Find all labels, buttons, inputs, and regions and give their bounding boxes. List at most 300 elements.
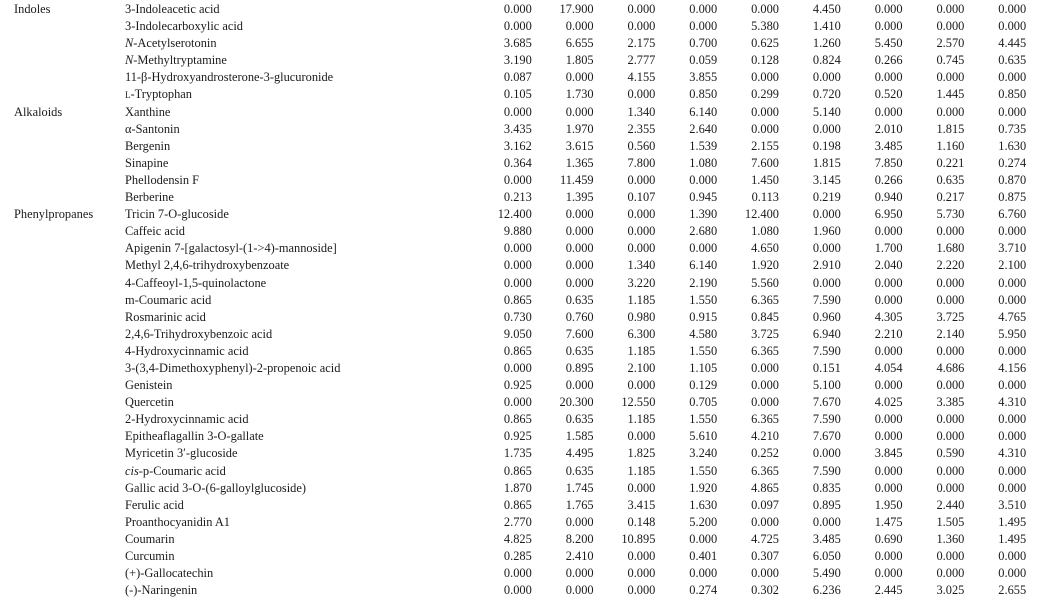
- value-cell: 0.105: [503, 87, 532, 102]
- value-cell: 0.000: [812, 121, 841, 136]
- value-cell: 1.185: [627, 343, 656, 358]
- compound-name: [125, 36, 470, 51]
- value-cell: 0.735: [998, 121, 1027, 136]
- compound-name-segment: 4-Caffeoyl-1,5-quinolactone: [125, 275, 267, 290]
- table-row: [14, 224, 1026, 241]
- value-cell: 4.025: [874, 395, 903, 410]
- value-cell: 4.686: [936, 360, 965, 375]
- value-cell: 2.210: [874, 326, 903, 341]
- value-cell: 0.000: [503, 566, 532, 581]
- compound-name: [125, 310, 470, 325]
- table-row: [14, 105, 1026, 122]
- value-cell: 0.980: [627, 309, 656, 324]
- compound-name-segment: 3-(3,4-Dimethoxyphenyl)-2-propenoic acid: [125, 360, 341, 375]
- compound-name-segment: Epitheaflagallin 3-O-gallate: [125, 429, 264, 444]
- value-cell: 1.185: [627, 412, 656, 427]
- value-cell: 3.162: [503, 138, 532, 153]
- value-cell: 1.680: [936, 241, 965, 256]
- value-cell: 4.650: [751, 241, 779, 256]
- value-cell: 7.600: [751, 155, 779, 170]
- value-cell: 0.000: [751, 70, 779, 85]
- value-cell: 5.380: [751, 19, 779, 34]
- table-row: [14, 293, 1026, 310]
- value-cell: 0.700: [689, 36, 718, 51]
- table-row: [14, 532, 1026, 549]
- value-cell: 0.865: [503, 292, 532, 307]
- compound-name-segment: -Methyltryptamine: [133, 53, 227, 68]
- value-cell: 1.550: [689, 292, 718, 307]
- value-cell: 4.310: [998, 395, 1027, 410]
- value-cell: 3.415: [627, 497, 656, 512]
- value-cell: 5.200: [689, 514, 718, 529]
- value-cell: 0.000: [936, 549, 965, 563]
- value-cell: 0.000: [503, 104, 532, 119]
- value-cell: 0.000: [812, 446, 841, 461]
- value-cell: 1.390: [689, 207, 718, 222]
- value-cell: 1.365: [565, 155, 594, 170]
- compound-name: [125, 481, 470, 496]
- value-cell: 1.825: [627, 446, 656, 461]
- value-cell: 0.128: [751, 53, 779, 68]
- value-cell: 0.000: [503, 360, 532, 375]
- value-cell: 1.539: [689, 138, 718, 153]
- value-cell: 1.920: [689, 480, 718, 495]
- compound-name: [125, 327, 470, 342]
- value-cell: 6.365: [751, 292, 779, 307]
- value-cell: 1.360: [936, 531, 965, 546]
- value-cell: 4.495: [565, 446, 594, 461]
- table-row: [14, 498, 1026, 515]
- value-cell: 1.445: [936, 87, 965, 102]
- compound-name-segment: Quercetin: [125, 395, 174, 410]
- value-cell: 2.155: [751, 138, 779, 153]
- value-cell: 0.000: [565, 207, 594, 222]
- compound-name: [125, 2, 470, 17]
- value-cell: 0.000: [874, 275, 903, 290]
- value-cell: 6.365: [751, 463, 779, 478]
- compound-name-segment: (-)-Naringenin: [125, 583, 198, 598]
- compound-name: [125, 515, 470, 530]
- value-cell: 0.000: [565, 514, 594, 529]
- value-cell: 0.000: [503, 172, 532, 187]
- compound-name-segment: Bergenin: [125, 138, 171, 153]
- value-cell: 0.221: [936, 155, 965, 170]
- value-cell: 1.585: [565, 429, 594, 444]
- value-cell: 7.590: [812, 292, 841, 307]
- value-cell: 0.000: [874, 378, 903, 393]
- value-cell: 20.300: [559, 395, 594, 410]
- value-cell: 0.266: [874, 172, 903, 187]
- value-cell: 1.870: [503, 480, 532, 495]
- compound-name: [125, 464, 470, 479]
- value-cell: 1.340: [627, 258, 656, 273]
- value-cell: 0.000: [565, 241, 594, 256]
- value-cell: 1.340: [627, 104, 656, 119]
- value-cell: 0.000: [565, 275, 594, 290]
- value-cell: 0.000: [874, 70, 903, 85]
- table-row: [14, 207, 1026, 224]
- value-cell: 6.140: [689, 104, 718, 119]
- value-cell: 0.000: [874, 412, 903, 427]
- value-cell: 0.000: [874, 104, 903, 119]
- value-cell: 2.570: [936, 36, 965, 51]
- value-cell: 5.100: [812, 378, 841, 393]
- value-cell: 0.000: [998, 2, 1027, 16]
- value-cell: 0.000: [812, 70, 841, 85]
- value-cell: 0.097: [751, 497, 779, 512]
- compound-name: [125, 87, 470, 102]
- compound-name-segment: Caffeic acid: [125, 224, 185, 239]
- value-cell: 1.410: [812, 19, 841, 34]
- compound-name: [125, 583, 470, 598]
- value-cell: 0.000: [936, 275, 965, 290]
- value-cell: 0.000: [689, 172, 718, 187]
- value-cell: 0.000: [874, 19, 903, 34]
- value-cell: 0.000: [998, 70, 1027, 85]
- table-row: [14, 139, 1026, 156]
- compound-name: [125, 344, 470, 359]
- table-row: [14, 87, 1026, 104]
- value-cell: 0.000: [689, 531, 718, 546]
- compound-name: [125, 70, 470, 85]
- compound-name: [125, 293, 470, 308]
- table-row: [14, 2, 1026, 19]
- table-row: [14, 378, 1026, 395]
- value-cell: 12.550: [621, 395, 656, 410]
- value-cell: 1.260: [812, 36, 841, 51]
- value-cell: 3.615: [565, 138, 594, 153]
- table-row: [14, 515, 1026, 532]
- value-cell: 0.760: [565, 309, 594, 324]
- value-cell: 6.760: [998, 207, 1027, 222]
- compound-name-segment: Myricetin 3′-glucoside: [125, 446, 238, 461]
- value-cell: 2.410: [565, 549, 594, 563]
- table-row: [14, 241, 1026, 258]
- value-cell: 0.000: [627, 87, 656, 102]
- table-row: [14, 310, 1026, 327]
- value-cell: 0.302: [751, 583, 779, 598]
- value-cell: 0.925: [503, 429, 532, 444]
- value-cell: 2.100: [627, 360, 656, 375]
- value-cell: 1.735: [503, 446, 532, 461]
- value-cell: 1.970: [565, 121, 594, 136]
- value-cell: 0.000: [936, 412, 965, 427]
- value-cell: 0.000: [751, 2, 779, 16]
- value-cell: 0.000: [874, 2, 903, 16]
- value-cell: 0.000: [812, 514, 841, 529]
- value-cell: 0.925: [503, 378, 532, 393]
- value-cell: 4.580: [689, 326, 718, 341]
- table-row: [14, 258, 1026, 275]
- compound-name-segment: 4-Hydroxycinnamic acid: [125, 343, 249, 358]
- value-cell: 0.000: [751, 360, 779, 375]
- value-cell: 0.198: [812, 138, 841, 153]
- compound-name-segment: 3-Indoleacetic acid: [125, 2, 220, 16]
- value-cell: 0.850: [998, 87, 1027, 102]
- value-cell: 0.266: [874, 53, 903, 68]
- compound-name: [125, 395, 470, 410]
- value-cell: 6.050: [812, 549, 841, 563]
- value-cell: 0.000: [751, 514, 779, 529]
- value-cell: 0.000: [565, 224, 594, 239]
- value-cell: 11.459: [559, 172, 594, 187]
- value-cell: 1.950: [874, 497, 903, 512]
- value-cell: 0.865: [503, 343, 532, 358]
- compound-name: [125, 156, 470, 171]
- value-cell: 2.640: [689, 121, 718, 136]
- value-cell: 0.000: [627, 566, 656, 581]
- compound-name: [125, 19, 470, 34]
- compound-name-segment: Ferulic acid: [125, 497, 184, 512]
- value-cell: 0.000: [998, 549, 1027, 563]
- value-cell: 0.000: [936, 480, 965, 495]
- value-cell: 2.140: [936, 326, 965, 341]
- compound-name-segment: Xanthine: [125, 104, 171, 119]
- value-cell: 0.000: [998, 104, 1027, 119]
- compound-name: [125, 566, 470, 581]
- value-cell: 0.000: [627, 2, 656, 16]
- value-cell: 1.630: [689, 497, 718, 512]
- compound-name-segment: Apigenin 7-[galactosyl-(1->4)-mannoside]: [125, 241, 337, 256]
- table-row: [14, 395, 1026, 412]
- value-cell: 0.000: [503, 2, 532, 16]
- value-cell: 3.725: [936, 309, 965, 324]
- table-row: [14, 583, 1026, 600]
- compound-name-segment: Curcumin: [125, 549, 175, 563]
- value-cell: 0.000: [936, 104, 965, 119]
- value-cell: 2.680: [689, 224, 718, 239]
- compound-name: [125, 122, 470, 137]
- compound-name: [125, 53, 470, 68]
- value-cell: 0.000: [998, 429, 1027, 444]
- value-cell: 0.945: [689, 190, 718, 205]
- compound-name: [125, 429, 470, 444]
- value-cell: 0.000: [874, 343, 903, 358]
- value-cell: 0.148: [627, 514, 656, 529]
- value-cell: 3.485: [874, 138, 903, 153]
- value-cell: 0.401: [689, 549, 718, 563]
- value-cell: 3.725: [751, 326, 779, 341]
- value-cell: 0.690: [874, 531, 903, 546]
- value-cell: 0.364: [503, 155, 532, 170]
- value-cell: 0.865: [503, 463, 532, 478]
- value-cell: 1.450: [751, 172, 779, 187]
- value-cell: 0.252: [751, 446, 779, 461]
- value-cell: 0.000: [874, 224, 903, 239]
- value-cell: 6.655: [565, 36, 594, 51]
- compound-name-segment: Sinapine: [125, 155, 169, 170]
- value-cell: 1.815: [936, 121, 965, 136]
- compound-name: [125, 276, 470, 291]
- compound-name: [125, 173, 470, 188]
- value-cell: 0.000: [936, 292, 965, 307]
- value-cell: 1.080: [751, 224, 779, 239]
- value-cell: 0.635: [565, 463, 594, 478]
- value-cell: 0.000: [936, 2, 965, 16]
- compound-name: [125, 241, 470, 256]
- value-cell: 0.000: [689, 241, 718, 256]
- value-cell: 0.151: [812, 360, 841, 375]
- compound-name: [125, 361, 470, 376]
- compound-name: [125, 532, 470, 547]
- compound-name: [125, 224, 470, 239]
- value-cell: 7.670: [812, 429, 841, 444]
- value-cell: 1.700: [874, 241, 903, 256]
- value-cell: 4.305: [874, 309, 903, 324]
- value-cell: 1.765: [565, 497, 594, 512]
- compound-name-segment: -Tryptophan: [130, 87, 192, 102]
- compound-name-segment: l: [125, 87, 131, 102]
- value-cell: 5.490: [812, 566, 841, 581]
- compound-name-segment: m-Coumaric acid: [125, 292, 212, 307]
- value-cell: 0.000: [627, 207, 656, 222]
- value-cell: 0.895: [812, 497, 841, 512]
- compound-name: [125, 258, 470, 273]
- compound-name-segment: Genistein: [125, 378, 173, 393]
- value-cell: 3.485: [812, 531, 841, 546]
- value-cell: 0.000: [627, 583, 656, 598]
- value-cell: 0.000: [627, 480, 656, 495]
- table-row: [14, 36, 1026, 53]
- value-cell: 0.000: [998, 480, 1027, 495]
- value-cell: 0.000: [565, 378, 594, 393]
- table-row: [14, 156, 1026, 173]
- value-cell: 0.000: [874, 566, 903, 581]
- value-cell: 4.450: [812, 2, 841, 16]
- value-cell: 0.000: [998, 224, 1027, 239]
- value-cell: 0.000: [689, 2, 718, 16]
- value-cell: 0.000: [751, 395, 779, 410]
- value-cell: 0.213: [503, 190, 532, 205]
- table-row: [14, 481, 1026, 498]
- value-cell: 2.770: [503, 514, 532, 529]
- value-cell: 0.000: [503, 241, 532, 256]
- table-row: [14, 173, 1026, 190]
- value-cell: 0.307: [751, 549, 779, 563]
- value-cell: 7.590: [812, 412, 841, 427]
- value-cell: 5.730: [936, 207, 965, 222]
- compound-name-segment: Tricin 7-O-glucoside: [125, 207, 229, 222]
- value-cell: 4.210: [751, 429, 779, 444]
- value-cell: 0.000: [936, 224, 965, 239]
- value-cell: 0.000: [503, 275, 532, 290]
- value-cell: 2.190: [689, 275, 718, 290]
- value-cell: 3.435: [503, 121, 532, 136]
- value-cell: 6.365: [751, 412, 779, 427]
- value-cell: 0.000: [751, 566, 779, 581]
- compound-name-segment: Coumarin: [125, 531, 175, 546]
- value-cell: 0.745: [936, 53, 965, 68]
- compound-name-segment: Berberine: [125, 190, 174, 205]
- value-cell: 4.865: [751, 480, 779, 495]
- value-cell: 0.000: [751, 121, 779, 136]
- value-cell: 10.895: [621, 531, 656, 546]
- value-cell: 5.450: [874, 36, 903, 51]
- compound-name-segment: N: [125, 36, 134, 51]
- value-cell: 0.000: [503, 19, 532, 34]
- value-cell: 0.000: [998, 275, 1027, 290]
- value-cell: 0.895: [565, 360, 594, 375]
- value-cell: 0.000: [998, 378, 1027, 393]
- value-cell: 1.805: [565, 53, 594, 68]
- value-cell: 0.000: [565, 583, 594, 598]
- value-cell: 0.705: [689, 395, 718, 410]
- value-cell: 0.000: [565, 70, 594, 85]
- value-cell: 0.000: [751, 378, 779, 393]
- value-cell: 0.000: [565, 104, 594, 119]
- value-cell: 3.510: [998, 497, 1027, 512]
- compound-name-segment: Phellodensin F: [125, 172, 200, 187]
- compound-name-segment: Proanthocyanidin A1: [125, 514, 230, 529]
- value-cell: 3.220: [627, 275, 656, 290]
- compound-name-segment: -Acetylserotonin: [133, 36, 217, 51]
- value-cell: 0.000: [627, 549, 656, 563]
- value-cell: 2.777: [627, 53, 656, 68]
- value-cell: 0.219: [812, 190, 841, 205]
- value-cell: 2.355: [627, 121, 656, 136]
- value-cell: 4.825: [503, 531, 532, 546]
- value-cell: 0.730: [503, 309, 532, 324]
- compound-name-segment: 2,4,6-Trihydroxybenzoic acid: [125, 326, 273, 341]
- value-cell: 6.300: [627, 326, 656, 341]
- value-cell: 1.495: [998, 531, 1027, 546]
- value-cell: 1.505: [936, 514, 965, 529]
- compound-name-segment: Methyl 2,4,6-trihydroxybenzoate: [125, 258, 290, 273]
- value-cell: 7.850: [874, 155, 903, 170]
- value-cell: 0.129: [689, 378, 718, 393]
- value-cell: 5.140: [812, 104, 841, 119]
- value-cell: 9.880: [503, 224, 532, 239]
- value-cell: 2.175: [627, 36, 656, 51]
- value-cell: 0.000: [627, 224, 656, 239]
- value-cell: 0.107: [627, 190, 656, 205]
- compound-name: [125, 105, 470, 120]
- value-cell: 0.865: [503, 412, 532, 427]
- value-cell: 0.000: [812, 241, 841, 256]
- value-cell: 0.915: [689, 309, 718, 324]
- value-cell: 3.845: [874, 446, 903, 461]
- value-cell: 0.000: [627, 241, 656, 256]
- value-cell: 0.000: [936, 70, 965, 85]
- value-cell: 0.274: [689, 583, 718, 598]
- value-cell: 2.440: [936, 497, 965, 512]
- value-cell: 1.185: [627, 292, 656, 307]
- value-cell: 0.870: [998, 172, 1027, 187]
- compound-name: [125, 190, 470, 205]
- value-cell: 3.385: [936, 395, 965, 410]
- value-cell: 0.635: [936, 172, 965, 187]
- value-cell: 0.217: [936, 190, 965, 205]
- value-cell: 5.950: [998, 326, 1027, 341]
- value-cell: 0.000: [503, 258, 532, 273]
- value-cell: 2.100: [998, 258, 1027, 273]
- value-cell: 1.550: [689, 412, 718, 427]
- value-cell: 1.730: [565, 87, 594, 102]
- compound-name-segment: -p-Coumaric acid: [138, 463, 226, 478]
- value-cell: 2.910: [812, 258, 841, 273]
- table-row: [14, 70, 1026, 87]
- value-cell: 0.000: [936, 429, 965, 444]
- compound-name: [125, 446, 470, 461]
- value-cell: 0.720: [812, 87, 841, 102]
- value-cell: 7.590: [812, 463, 841, 478]
- value-cell: 0.000: [936, 566, 965, 581]
- value-cell: 0.000: [874, 480, 903, 495]
- compound-name: [125, 549, 470, 564]
- value-cell: 3.855: [689, 70, 718, 85]
- compound-name: [125, 207, 470, 222]
- value-cell: 0.845: [751, 309, 779, 324]
